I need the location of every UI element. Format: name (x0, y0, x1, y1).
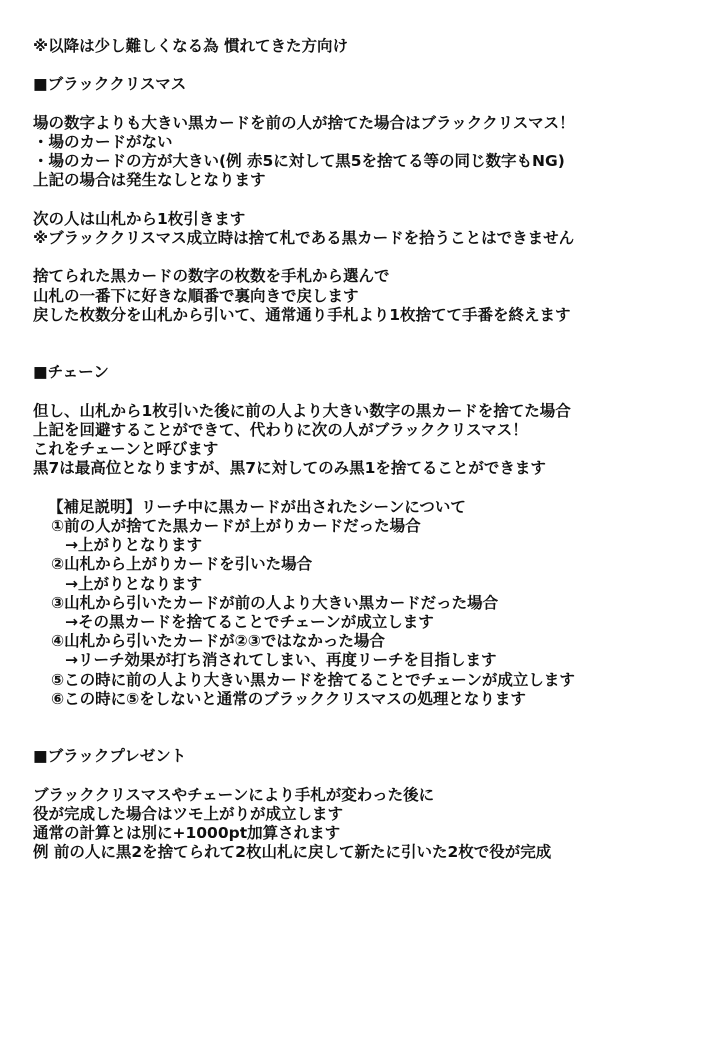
paragraph-line: ・場のカードの方が大きい(例 赤5に対して黒5を捨てる等の同じ数字もNG) (33, 152, 565, 171)
section-black-christmas (33, 75, 713, 325)
paragraph-line: 戻した枚数分を山札から引いて、通常通り手札より1枚捨てて手番を終えます (33, 305, 571, 324)
supplementary-note (33, 498, 713, 709)
note-case: ⑤この時に前の人より大きい黒カードを捨てることでチェーンが成立します (51, 670, 575, 689)
paragraph-line: 但し、山札から1枚引いた後に前の人より大きい数字の黒カードを捨てた場合 (33, 401, 571, 420)
paragraph-line: 例 前の人に黒2を捨てられて2枚山札に戻して新たに引いた2枚で役が完成 (33, 843, 552, 862)
paragraph-line: 上記を回避することができて、代わりに次の人がブラッククリスマス！ (33, 420, 528, 439)
paragraph-line: これをチェーンと呼びます (33, 440, 219, 459)
note-result: →上がりとなります (65, 574, 202, 593)
note-case: ⑥この時に⑤をしないと通常のブラッククリスマスの処理となります (51, 689, 526, 708)
paragraph-line: 山札の一番下に好きな順番で裏向きで戻します (33, 286, 359, 305)
section-chain (33, 363, 713, 709)
section-heading: ■ブラッククリスマス (33, 75, 187, 94)
note-case: ③山札から引いたカードが前の人より大きい黒カードだった場合 (51, 593, 499, 612)
note-case: ②山札から上がりカードを引いた場合 (51, 555, 313, 574)
paragraph-line: 役が完成した場合はツモ上がりが成立します (33, 804, 344, 823)
paragraph-line: ブラッククリスマスやチェーンにより手札が変わった後に (33, 785, 435, 804)
paragraph-line: 黒7は最高位となりますが、黒7に対してのみ黒1を捨てることができます (33, 459, 546, 478)
intro-note: ※以降は少し難しくなる為 慣れてきた方向け (33, 37, 348, 55)
paragraph-line: ※ブラッククリスマス成立時は捨て札である黒カードを拾うことはできません (33, 228, 575, 247)
paragraph-line: 次の人は山札から1枚引きます (33, 209, 246, 228)
paragraph-line: 上記の場合は発生なしとなります (33, 171, 266, 190)
paragraph-line: ・場のカードがない (33, 132, 173, 151)
paragraph-line: 通常の計算とは別に+1000pt加算されます (33, 824, 341, 843)
note-result: →その黒カードを捨てることでチェーンが成立します (65, 612, 434, 631)
rules-document (33, 37, 713, 863)
section-heading: ■チェーン (33, 363, 109, 382)
note-case: ①前の人が捨てた黒カードが上がりカードだった場合 (51, 516, 421, 535)
note-heading: 【補足説明】リーチ中に黒カードが出されたシーンについて (48, 497, 466, 516)
note-result: →上がりとなります (65, 536, 202, 555)
paragraph-line: 捨てられた黒カードの数字の枚数を手札から選んで (33, 267, 390, 286)
note-result: →リーチ効果が打ち消されてしまい、再度リーチを目指します (65, 651, 497, 670)
section-heading: ■ブラックプレゼント (33, 747, 187, 766)
note-case: ④山札から引いたカードが②③ではなかった場合 (51, 632, 385, 651)
paragraph-line: 場の数字よりも大きい黒カードを前の人が捨てた場合はブラッククリスマス！ (33, 113, 575, 132)
section-black-present (33, 747, 713, 862)
